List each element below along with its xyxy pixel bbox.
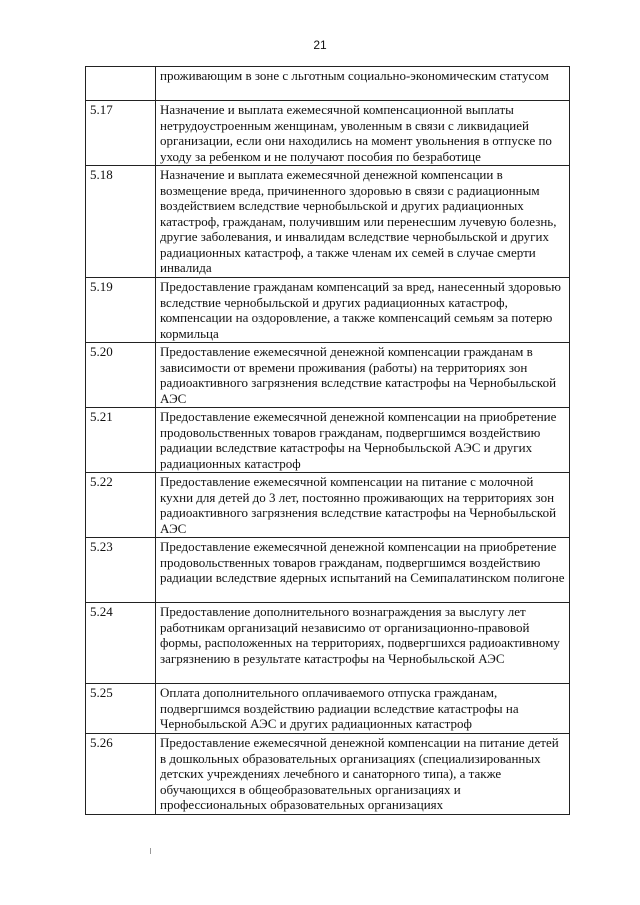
row-text: Предоставление ежемесячной денежной компенсации на приобретение продовольственных товаров гражданам, подвергшимся воздействию радиации вследствие ядерных испытаний на Семипалатинском полигоне bbox=[156, 538, 570, 603]
row-number: 5.20 bbox=[86, 343, 156, 408]
table-row bbox=[86, 101, 570, 166]
row-number: 5.18 bbox=[86, 166, 156, 278]
table-row bbox=[86, 166, 570, 278]
row-text: Назначение и выплата ежемесячной денежной компенсации в возмещение вреда, причиненного здоровью в связи с радиационным воздействием вследствие чернобыльской и других радиационных катастроф, гражданам, получившим или перенесшим лучевую болезнь, другие заболевания, и инвалидам вследствие чернобыльской и других радиационных катастроф, а также членам их семей в случае смерти инвалида bbox=[156, 166, 570, 278]
table-row bbox=[86, 603, 570, 684]
row-text: Предоставление ежемесячной денежной компенсации на питание детей в дошкольных образовательных организациях (специализированных детских учреждениях лечебного и санаторного типа), а также обучающихся в общеобразовательных организациях и профессиональных образовательных организациях bbox=[156, 734, 570, 815]
row-number: 5.22 bbox=[86, 473, 156, 538]
row-text: Предоставление дополнительного вознаграждения за выслугу лет работникам организаций независимо от организационно-правовой формы, расположенных на территориях, подвергшихся радиоактивному загрязнению в результате катастрофы на Чернобыльской АЭС bbox=[156, 603, 570, 684]
table-row bbox=[86, 343, 570, 408]
page-number: 21 bbox=[313, 38, 327, 52]
table-row bbox=[86, 684, 570, 734]
row-text: Предоставление гражданам компенсаций за вред, нанесенный здоровью вследствие чернобыльской и других радиационных катастроф, компенсации на оздоровление, а также компенсаций семьям за потерю кормильца bbox=[156, 278, 570, 343]
table-row bbox=[86, 538, 570, 603]
row-text: Предоставление ежемесячной денежной компенсации гражданам в зависимости от времени проживания (работы) на территориях зон радиоактивного загрязнения вследствие катастрофы на Чернобыльской АЭС bbox=[156, 343, 570, 408]
row-number: 5.26 bbox=[86, 734, 156, 815]
table-row bbox=[86, 473, 570, 538]
row-text: Оплата дополнительного оплачиваемого отпуска гражданам, подвергшимся воздействию радиации вследствие катастрофы на Чернобыльской АЭС и других радиационных катастроф bbox=[156, 684, 570, 734]
row-number bbox=[86, 67, 156, 101]
scan-mark bbox=[150, 848, 151, 854]
row-number: 5.17 bbox=[86, 101, 156, 166]
table-row bbox=[86, 408, 570, 473]
row-text: Предоставление ежемесячной денежной компенсации на приобретение продовольственных товаров гражданам, подвергшимся воздействию радиации вследствие катастрофы на Чернобыльской АЭС и других радиационных катастроф bbox=[156, 408, 570, 473]
table-row bbox=[86, 278, 570, 343]
row-text: Предоставление ежемесячной компенсации на питание с молочной кухни для детей до 3 лет, постоянно проживающих на территориях зон радиоактивного загрязнения вследствие катастрофы на Чернобыльской АЭС bbox=[156, 473, 570, 538]
services-table bbox=[85, 66, 570, 815]
row-number: 5.19 bbox=[86, 278, 156, 343]
row-number: 5.21 bbox=[86, 408, 156, 473]
table-row bbox=[86, 734, 570, 815]
row-number: 5.23 bbox=[86, 538, 156, 603]
row-text: Назначение и выплата ежемесячной компенсационной выплаты нетрудоустроенным женщинам, уволенным в связи с ликвидацией организации, если они находились на момент увольнения в отпуске по уходу за ребенком и не получают пособия по безработице bbox=[156, 101, 570, 166]
row-number: 5.24 bbox=[86, 603, 156, 684]
row-number: 5.25 bbox=[86, 684, 156, 734]
row-text: проживающим в зоне с льготным социально-экономическим статусом bbox=[156, 67, 570, 101]
table-row bbox=[86, 67, 570, 101]
